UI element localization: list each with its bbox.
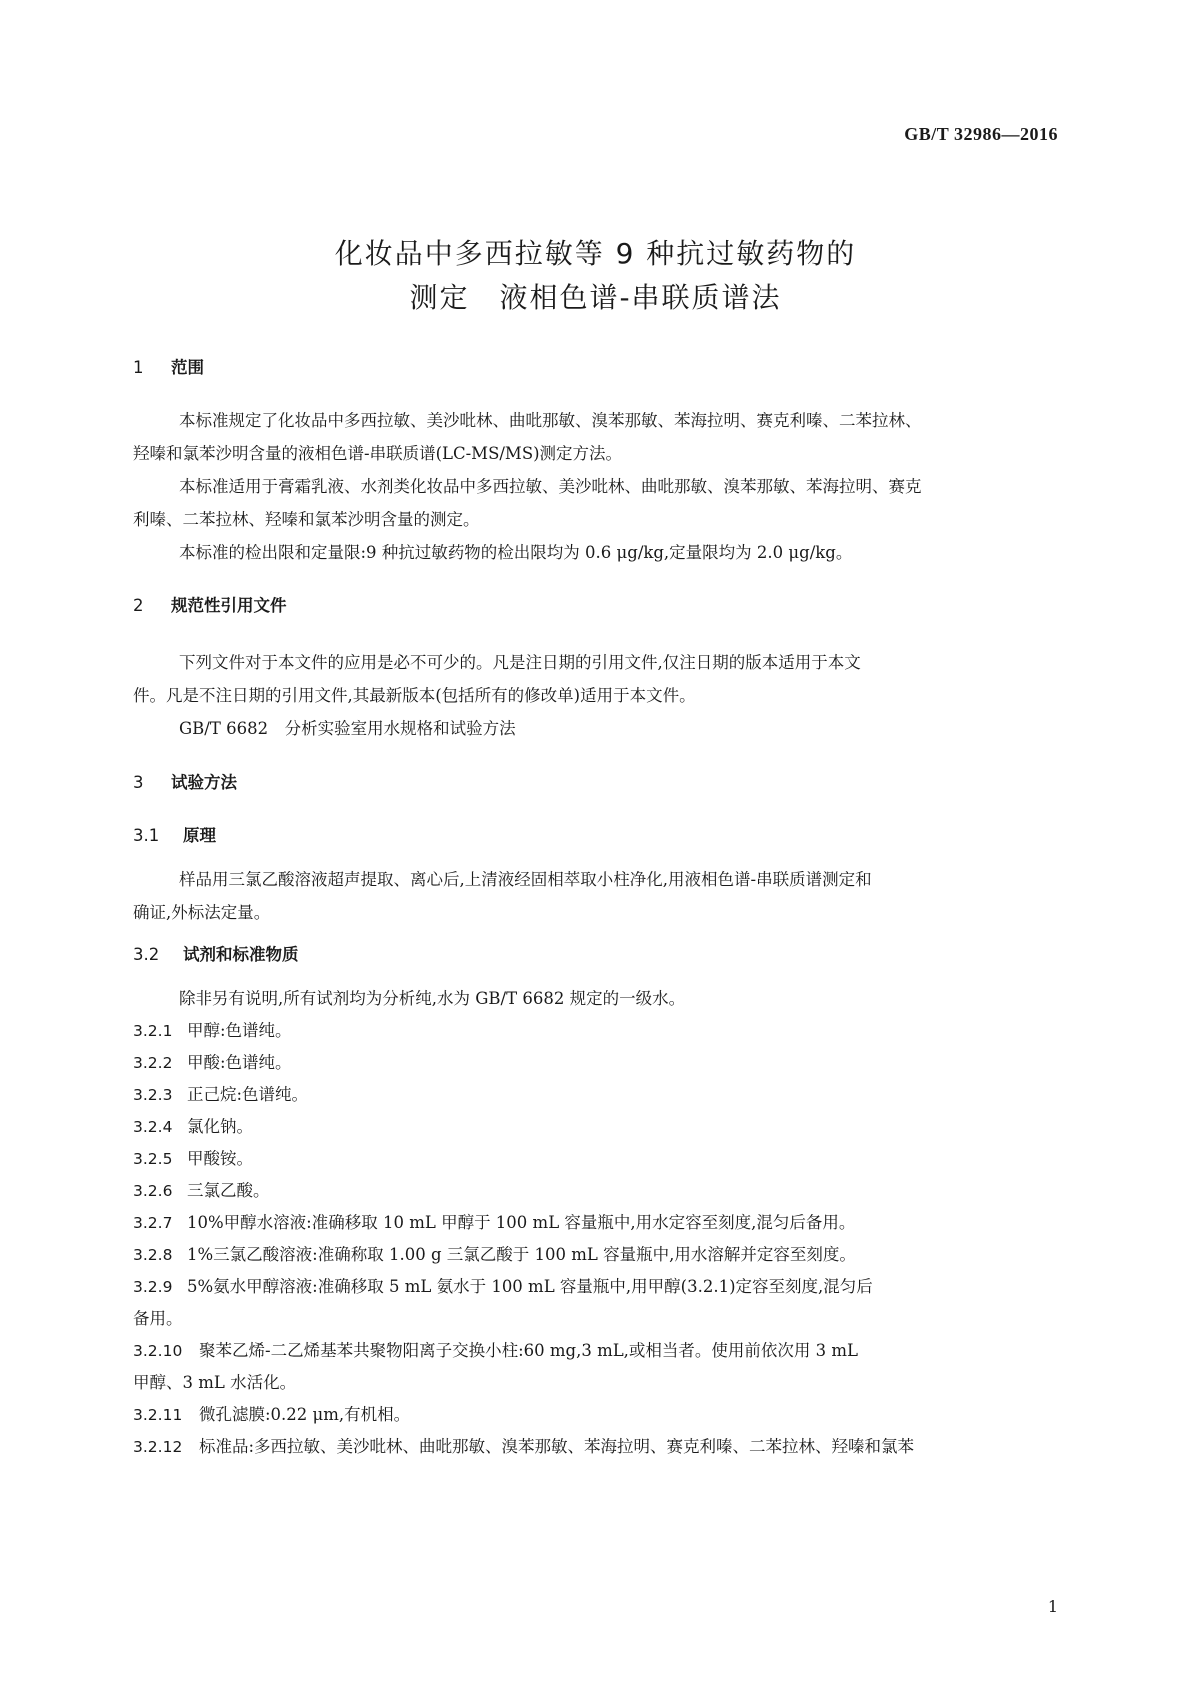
item-text: 甲醇:色谱纯。 — [187, 1021, 292, 1040]
page-number: 1 — [1047, 1597, 1058, 1616]
section-number: 3 — [133, 773, 144, 792]
paragraph-line: 利嗪、二苯拉林、羟嗪和氯苯沙明含量的测定。 — [133, 510, 480, 529]
item-number: 3.2.9 — [133, 1278, 173, 1296]
item-number: 3.2.10 — [133, 1342, 183, 1360]
paragraph-line: 本标准适用于膏霜乳液、水剂类化妆品中多西拉敏、美沙吡林、曲吡那敏、溴苯那敏、苯海拉明、赛克 — [179, 477, 922, 496]
paragraph-line: 样品用三氯乙酸溶液超声提取、离心后,上清液经固相萃取小柱净化,用液相色谱-串联质谱测定和 — [179, 870, 872, 889]
item-text: 微孔滤膜:0.22 μm,有机相。 — [199, 1405, 411, 1424]
item-number: 3.2.3 — [133, 1086, 173, 1104]
section-3-heading — [133, 769, 237, 793]
section-3-2-heading — [133, 941, 299, 965]
list-item — [133, 1046, 1060, 1080]
paragraph-line: 下列文件对于本文件的应用是必不可少的。凡是注日期的引用文件,仅注日期的版本适用于本文 — [179, 653, 861, 672]
standard-code: GB/T 32986—2016 — [904, 124, 1058, 144]
item-text: 三氯乙酸。 — [187, 1181, 270, 1200]
item-number: 3.2.5 — [133, 1150, 173, 1168]
list-item — [133, 1014, 1060, 1048]
paragraph-line: 本标准规定了化妆品中多西拉敏、美沙吡林、曲吡那敏、溴苯那敏、苯海拉明、赛克利嗪、二苯拉林、 — [179, 411, 922, 430]
list-item — [133, 1110, 1060, 1144]
item-number: 3.2.12 — [133, 1438, 183, 1456]
list-item — [133, 1430, 1060, 1464]
document-title-line2: 测定 液相色谱-串联质谱法 — [409, 281, 782, 314]
item-text: 正己烷:色谱纯。 — [187, 1085, 309, 1104]
list-item — [133, 1206, 1060, 1240]
list-item-continuation: 备用。 — [133, 1309, 183, 1328]
item-text: 氯化钠。 — [187, 1117, 253, 1136]
list-item — [133, 1334, 1060, 1368]
item-text: 10%甲醇水溶液:准确移取 10 mL 甲醇于 100 mL 容量瓶中,用水定容至刻度,混匀后备用。 — [187, 1213, 856, 1232]
list-item — [133, 1270, 1060, 1304]
paragraph-line: 羟嗪和氯苯沙明含量的液相色谱-串联质谱(LC-MS/MS)测定方法。 — [133, 444, 623, 463]
section-number: 1 — [133, 358, 144, 377]
section-title: 试剂和标准物质 — [183, 945, 299, 964]
document-title-line1: 化妆品中多西拉敏等 9 种抗过敏药物的 — [334, 237, 857, 270]
list-item — [133, 1238, 1060, 1272]
paragraph-line: 本标准的检出限和定量限:9 种抗过敏药物的检出限均为 0.6 μg/kg,定量限均为 2.0 μg/kg。 — [179, 543, 853, 562]
item-number: 3.2.7 — [133, 1214, 173, 1232]
item-text: 标准品:多西拉敏、美沙吡林、曲吡那敏、溴苯那敏、苯海拉明、赛克利嗪、二苯拉林、羟嗪和氯苯 — [199, 1437, 915, 1456]
section-3-1-heading — [133, 822, 216, 846]
item-text: 5%氨水甲醇溶液:准确移取 5 mL 氨水于 100 mL 容量瓶中,用甲醇(3.2.1)定容至刻度,混匀后 — [187, 1277, 873, 1296]
list-item — [133, 1078, 1060, 1112]
list-item — [133, 1174, 1060, 1208]
section-title: 原理 — [183, 826, 216, 845]
section-number: 3.2 — [133, 945, 160, 964]
section-title: 规范性引用文件 — [171, 596, 287, 615]
paragraph-line: 件。凡是不注日期的引用文件,其最新版本(包括所有的修改单)适用于本文件。 — [133, 686, 696, 705]
item-number: 3.2.8 — [133, 1246, 173, 1264]
list-item — [133, 1142, 1060, 1176]
item-text: 甲酸铵。 — [187, 1149, 253, 1168]
item-number: 3.2.2 — [133, 1054, 173, 1072]
paragraph-line: 确证,外标法定量。 — [133, 903, 271, 922]
paragraph-line: 除非另有说明,所有试剂均为分析纯,水为 GB/T 6682 规定的一级水。 — [179, 989, 686, 1008]
section-number: 3.1 — [133, 826, 160, 845]
item-number: 3.2.4 — [133, 1118, 173, 1136]
list-item-continuation: 甲醇、3 mL 水活化。 — [133, 1373, 297, 1392]
list-item — [133, 1398, 1060, 1432]
item-number: 3.2.1 — [133, 1022, 173, 1040]
section-number: 2 — [133, 596, 144, 615]
item-number: 3.2.6 — [133, 1182, 173, 1200]
item-text: 1%三氯乙酸溶液:准确称取 1.00 g 三氯乙酸于 100 mL 容量瓶中,用水溶解并定容至刻度。 — [187, 1245, 856, 1264]
section-2-heading — [133, 592, 287, 616]
item-number: 3.2.11 — [133, 1406, 183, 1424]
section-title: 范围 — [171, 358, 204, 377]
item-text: 聚苯乙烯-二乙烯基苯共聚物阳离子交换小柱:60 mg,3 mL,或相当者。使用前依次用 3 mL — [199, 1341, 859, 1360]
item-text: 甲酸:色谱纯。 — [187, 1053, 292, 1072]
section-1-heading — [133, 354, 204, 378]
section-title: 试验方法 — [171, 773, 237, 792]
normative-reference: GB/T 6682 分析实验室用水规格和试验方法 — [179, 719, 516, 738]
